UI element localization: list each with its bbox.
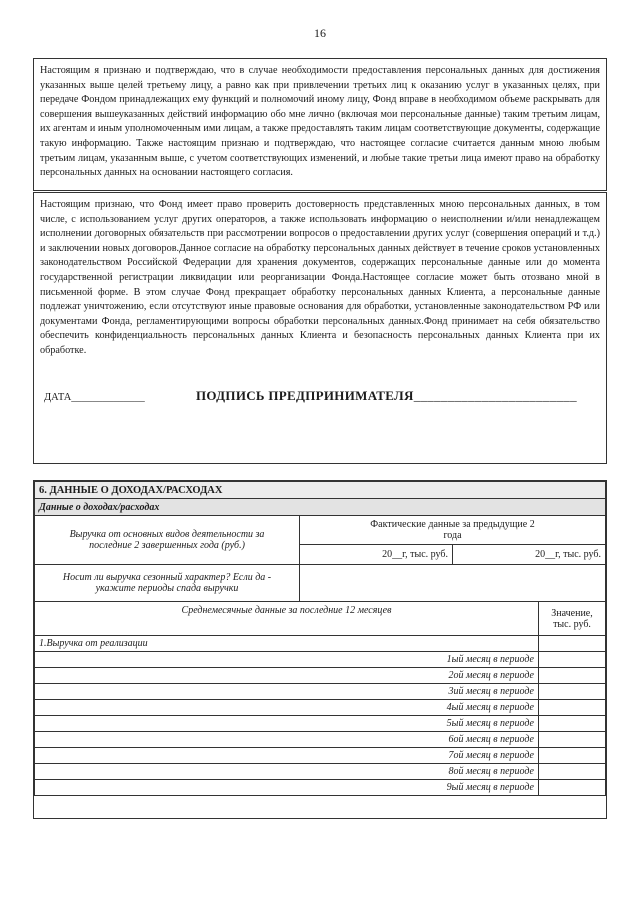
consent-paragraph-1: Настоящим я признаю и подтверждаю, что в случае необходимости предоставления персональных данных для достижения указанных выше целей третьему лицу, а равно как при привлечении третьих лиц к оказанию услуг в указанных целях, при передаче Фондом принадлежащих ему функций и полномочий иному лицу, Фонд вправе в необходимом объеме раскрывать для совершения вышеуказанных действий информацию обо мне лично (включая мои персональные данные) таким третьим лицам, их агентам и иным уполномоченным ими лицам, а также предоставлять таким лицам соответствующие документы, содержащие такую информацию. Также настоящим признаю и подтверждаю, что настоящее согласие считается данным мною любым третьим лицам, указанным выше, с учетом соответствующих изменений, и любые такие третьи лица имеют право на обработку персональных данных на основании настоящего согласия.: [40, 65, 600, 179]
actual-data-header: Фактические данные за предыдущие 2 года: [300, 516, 606, 545]
month-row-label: 7ой месяц в периоде: [35, 748, 539, 764]
signature-field[interactable]: ПОДПИСЬ ПРЕДПРИНИМАТЕЛЯ________________________: [196, 388, 577, 403]
seasonal-label: Носит ли выручка сезонный характер? Если да - укажите периоды спада выручки: [35, 565, 300, 602]
value-cell[interactable]: [539, 684, 606, 700]
value-cell[interactable]: [539, 748, 606, 764]
consent-verification-box: [33, 192, 607, 464]
monthly-table: [34, 601, 606, 796]
seasonal-input[interactable]: [300, 565, 606, 602]
date-label: ДАТА: [44, 392, 72, 403]
month-row-label: 9ый месяц в периоде: [35, 780, 539, 796]
month-row-label: 6ой месяц в периоде: [35, 732, 539, 748]
month-row-label: 1ый месяц в периоде: [35, 652, 539, 668]
consent-disclosure-box: [33, 58, 607, 191]
month-row-label: 4ый месяц в периоде: [35, 700, 539, 716]
month-row-label: 3ий месяц в периоде: [35, 684, 539, 700]
monthly-header: Среднемесячные данные за последние 12 месяцев: [35, 602, 539, 636]
page-number: 16: [314, 26, 326, 40]
consent-paragraph-2: Настоящим признаю, что Фонд имеет право проверить достоверность представленных мною персональных данных, в том числе, с использованием услуг других операторов, а также использовать информацию о неисполнении и/или ненадлежащем исполнении договорных обязательств при рассмотрении вопросов о предоставлении других услуг (совершения операций и т.д.) и заключении новых договоров.Данное согласие на обработку персональных данных действует в течение сроков установленных законодательством Российской Федерации для хранения документов, содержащих персональные данные или до момента государственной регистрации ликвидации или реорганизации Фонда.Настоящее согласие может быть отозвано мной в письменной форме. В этом случае Фонд прекращает обработку персональных данных Клиента, а персональные данные подлежат уничтожению, если отсутствуют иные правовые основания для обработки, установленные законодательством РФ или документами Фонда, регламентирующими вопросы обработки персональных данных.Фонд принимает на себя обязательство обеспечить конфиденциальность персональных данных Клиента и безопасность персональных данных Клиента при их обработке.: [40, 199, 600, 356]
value-header: Значение, тыс. руб.: [539, 602, 606, 636]
month-row-label: 5ый месяц в периоде: [35, 716, 539, 732]
revenue-label: Выручка от основных видов деятельности за последние 2 завершенных года (руб.): [35, 516, 300, 565]
value-cell[interactable]: [539, 732, 606, 748]
value-cell[interactable]: [539, 636, 606, 652]
year2-field[interactable]: 20__г, тыс. руб.: [453, 544, 606, 564]
signature-label: ПОДПИСЬ ПРЕДПРИНИМАТЕЛЯ: [196, 388, 414, 403]
month-row-label: 8ой месяц в периоде: [35, 764, 539, 780]
income-table: [34, 481, 606, 602]
value-cell[interactable]: [539, 700, 606, 716]
month-row-label: 2ой месяц в периоде: [35, 668, 539, 684]
value-cell[interactable]: [539, 780, 606, 796]
year1-field[interactable]: 20__г, тыс. руб.: [300, 544, 453, 564]
section-title: 6. ДАННЫЕ О ДОХОДАХ/РАСХОДАХ: [35, 482, 606, 499]
value-cell[interactable]: [539, 764, 606, 780]
value-cell[interactable]: [539, 652, 606, 668]
income-expense-section: [33, 480, 607, 819]
item-revenue-sales: 1.Выручка от реализации: [35, 636, 539, 652]
date-field[interactable]: ДАТА______________: [44, 392, 145, 403]
value-cell[interactable]: [539, 668, 606, 684]
section-subtitle: Данные о доходах/расходах: [35, 499, 606, 516]
value-cell[interactable]: [539, 716, 606, 732]
